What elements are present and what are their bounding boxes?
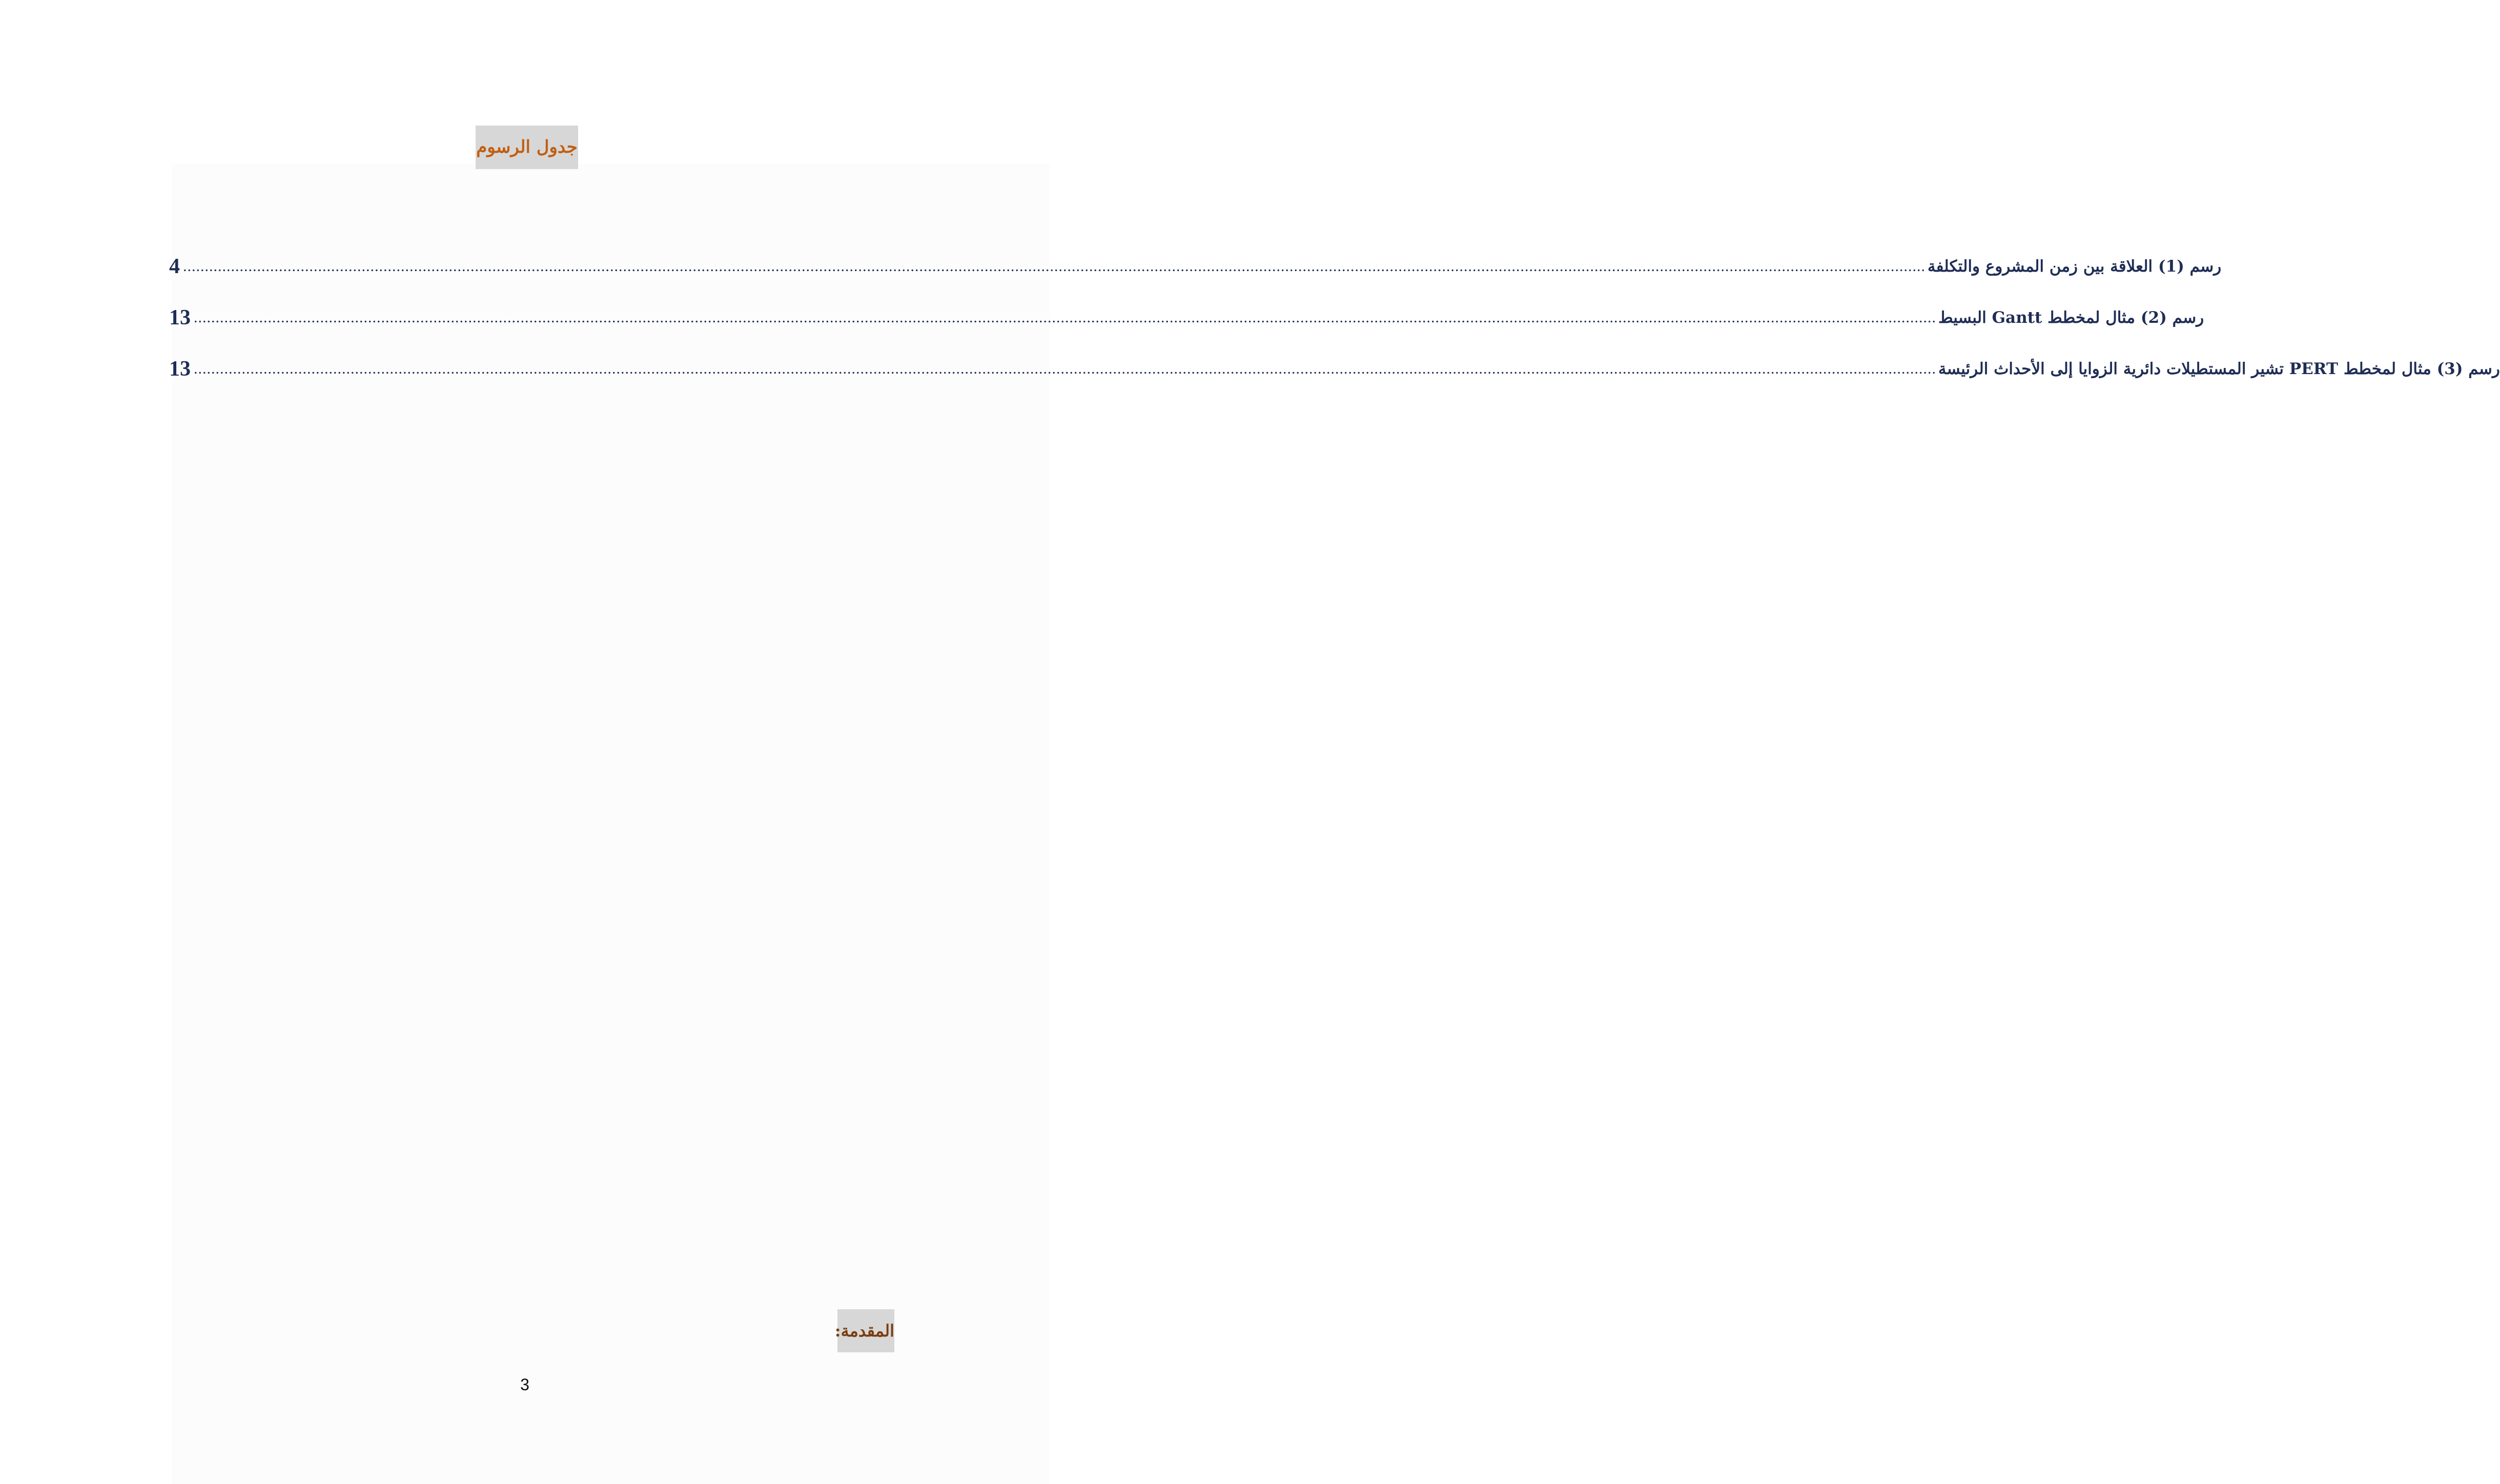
toc-entry[interactable] — [169, 343, 2500, 395]
page-number: 3 — [520, 1375, 529, 1394]
toc-entry-label: رسم (1) العلاقة بين زمن المشروع والتكلفة — [1928, 257, 2222, 276]
toc-dot-leader: ................................................................................................................................................................................................................................................................................................................................................................................................................ — [194, 309, 1936, 326]
figures-toc-list — [169, 241, 2500, 395]
toc-entry[interactable] — [169, 241, 2222, 292]
toc-dot-leader: ................................................................................................................................................................................................................................................................................................................................................................................................................ — [194, 360, 1936, 377]
figures-table-heading: جدول الرسوم — [476, 126, 578, 169]
toc-page-number: 13 — [169, 306, 191, 329]
toc-entry[interactable] — [169, 292, 2204, 343]
toc-entry-label: رسم (2) مثال لمخطط Gantt البسيط — [1938, 308, 2204, 327]
toc-page-number: 4 — [169, 255, 180, 278]
introduction-heading: المقدمة: — [837, 1309, 894, 1352]
toc-page-number: 13 — [169, 357, 191, 381]
toc-dot-leader: ................................................................................................................................................................................................................................................................................................................................................................................................................ — [183, 258, 1925, 275]
toc-entry-label: رسم (3) مثال لمخطط PERT تشير المستطيلات دائرية الزوايا إلى الأحداث الرئيسة — [1938, 360, 2500, 378]
